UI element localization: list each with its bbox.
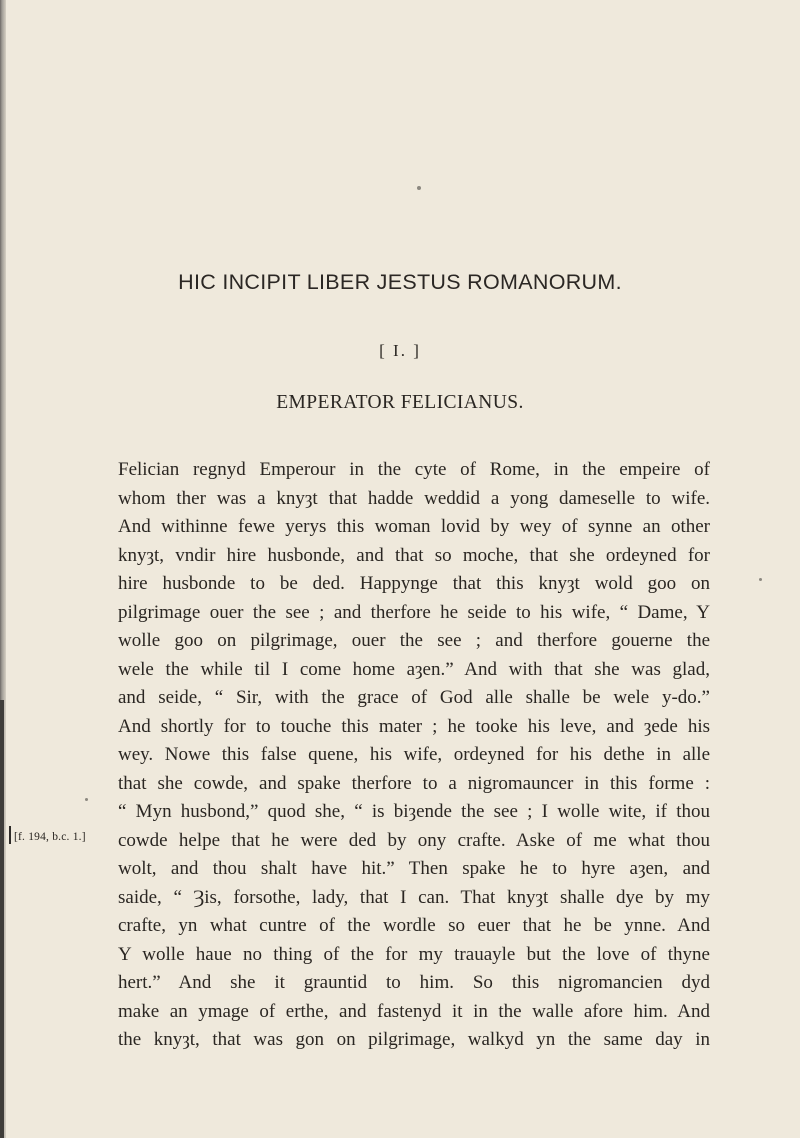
text-line: pilgrimage ouer the see ; and therfore he seide to his wife, “ Dame, Y	[118, 601, 710, 623]
text-line: and seide, “ Sir, with the grace of God alle shalle be wele y-do.”	[118, 687, 710, 708]
margin-note-folio: [f. 194, b.c. 1.]	[14, 831, 86, 843]
text-line: And withinne fewe yerys this woman lovid by wey of synne an other	[118, 516, 710, 537]
text-line: And shortly for to touche this mater ; he tooke his leve, and ȝede his	[118, 715, 710, 737]
text-line: wey. Nowe this false quene, his wife, ordeyned for his dethe in alle	[118, 744, 710, 765]
text-line: wolt, and thou shalt have hit.” Then spake he to hyre aȝen, and	[118, 858, 710, 879]
chapter-heading: EMPERATOR FELICIANUS.	[276, 392, 524, 413]
text-line: wele the while til I come home aȝen.” And with that she was glad,	[118, 658, 710, 680]
text-line: Felician regnyd Emperour in the cyte of Rome, in the empeire of	[118, 459, 710, 480]
paper-speck	[417, 186, 421, 190]
text-line: saide, “ Ȝis, forsothe, lady, that I can. That knyȝt shalle dye by my	[118, 886, 710, 908]
paper-speck	[85, 798, 88, 801]
text-line: crafte, yn what cuntre of the wordle so euer that he be ynne. And	[118, 915, 710, 936]
paper-speck	[759, 578, 762, 581]
text-line: knyȝt, vndir hire husbonde, and that so moche, that she ordeyned for	[118, 544, 710, 566]
page-edge-binding	[0, 700, 4, 1138]
text-line: Y wolle haue no thing of the for my trauayle but the love of thyne	[118, 943, 710, 965]
book-title: HIC INCIPIT LIBER JESTUS ROMANORUM.	[178, 270, 622, 294]
text-line: that she cowde, and spake therfore to a nigromauncer in this forme :	[118, 772, 710, 794]
text-line: whom ther was a knyȝt that hadde weddid a yong dameselle to wife.	[118, 487, 710, 509]
text-line: hire husbonde to be ded. Happynge that this knyȝt wold goo on	[118, 573, 710, 594]
text-line: hert.” And she it grauntid to him. So this nigromancien dyd	[118, 972, 710, 993]
text-line: “ Myn husbond,” quod she, “ is biȝende the see ; I wolle wite, if thou	[118, 801, 710, 822]
text-line: the knyȝt, that was gon on pilgrimage, walkyd yn the same day in	[118, 1029, 710, 1050]
body-paragraph	[118, 456, 710, 1055]
text-line: make an ymage of erthe, and fastenyd it in the walle afore him. And	[118, 1000, 710, 1022]
section-number: [ I. ]	[379, 341, 421, 360]
text-line: wolle goo on pilgrimage, ouer the see ; and therfore gouerne the	[118, 630, 710, 651]
text-line: cowde helpe that he were ded by ony crafte. Aske of me what thou	[118, 829, 710, 851]
margin-rule	[9, 826, 11, 844]
